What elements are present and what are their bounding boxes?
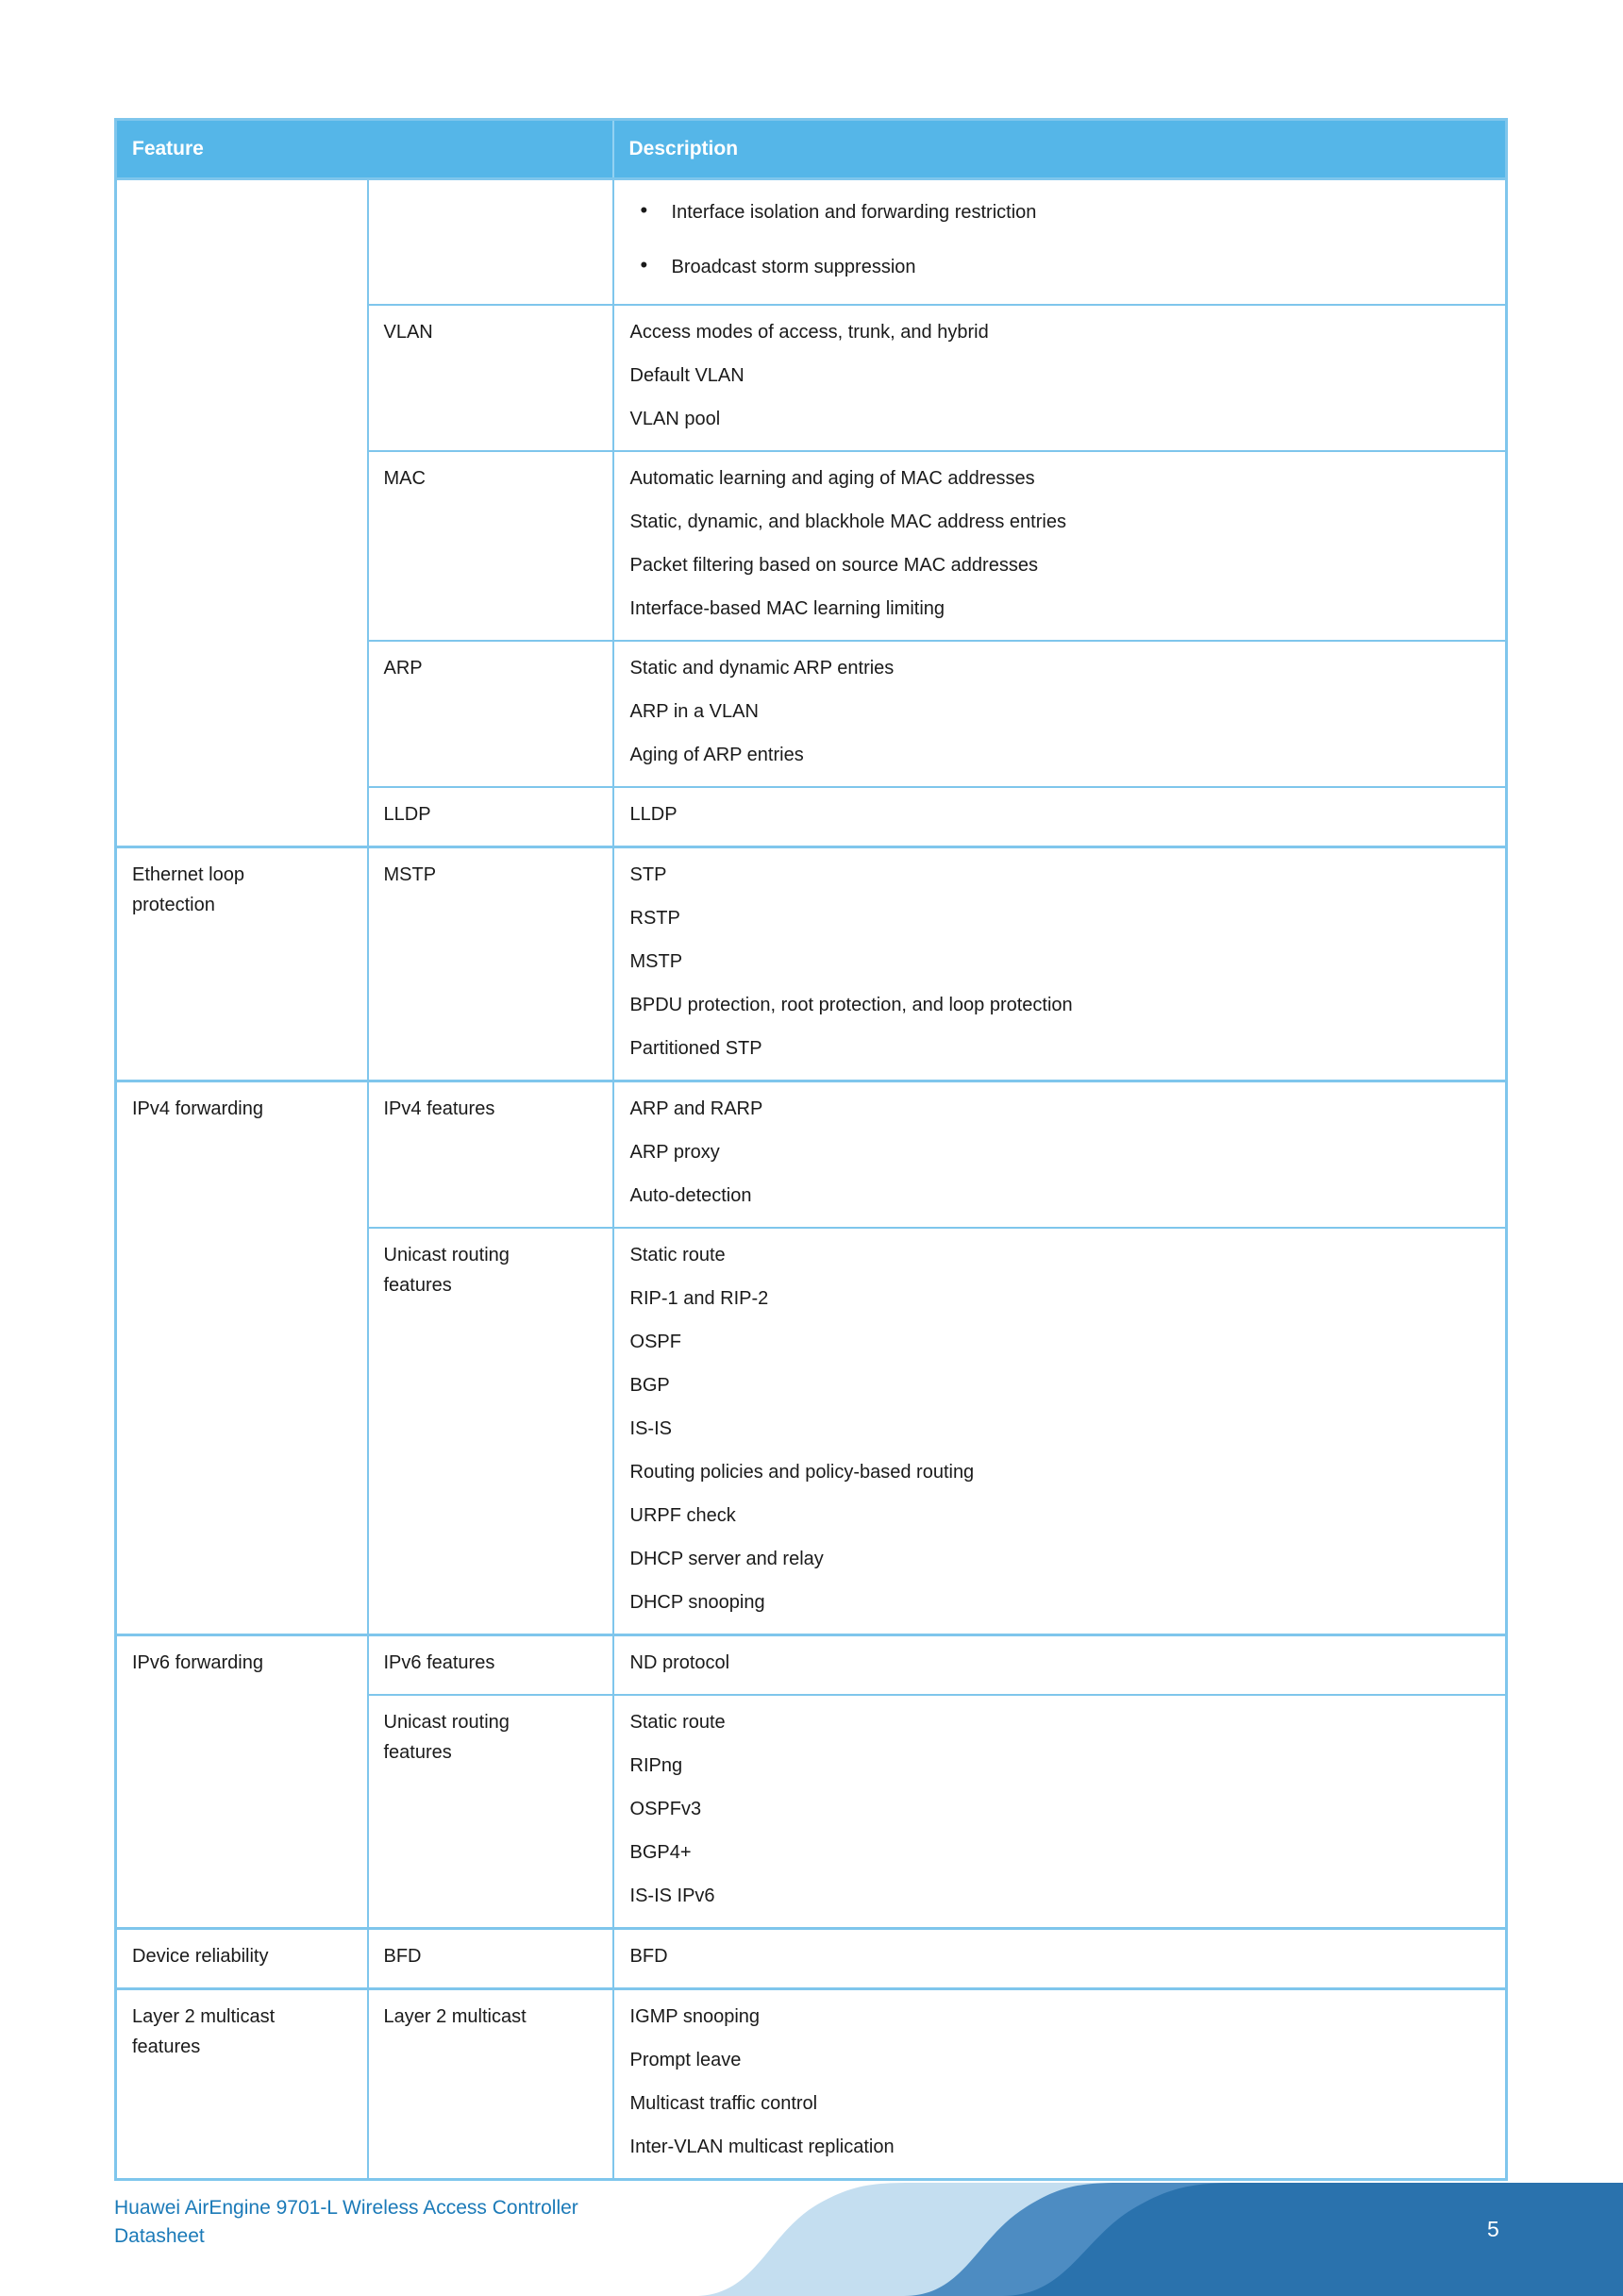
description-cell (613, 1635, 1507, 1696)
footer-doc-title-line1: Huawei AirEngine 9701-L Wireless Access Controller (114, 2197, 578, 2219)
description-line: STP (629, 864, 667, 885)
description-line: BPDU protection, root protection, and loop protection (629, 995, 1073, 1015)
description-line-text: Interface isolation and forwarding restriction (671, 202, 1037, 223)
description-cell (613, 305, 1507, 451)
subfeature-cell: ARP (368, 641, 613, 787)
description-line: IS-IS (629, 1418, 672, 1439)
description-line (630, 185, 1494, 240)
description-line: BGP4+ (629, 1842, 692, 1863)
feature-cell: Device reliability (116, 1929, 368, 1989)
description-line-text: Broadcast storm suppression (671, 257, 916, 277)
bullet-icon: • (640, 198, 648, 222)
description-line: Multicast traffic control (629, 2093, 818, 2114)
bullet-icon: • (640, 253, 648, 277)
feature-table-body (116, 179, 1507, 2180)
subfeature-cell: Layer 2 multicast (368, 1989, 613, 2180)
page-number: 5 (1487, 2217, 1499, 2241)
description-line: Automatic learning and aging of MAC addresses (629, 468, 1035, 489)
description-line: BGP (629, 1375, 670, 1396)
subfeature-cell: IPv4 features (368, 1081, 613, 1229)
footer-doc-title-line2: Datasheet (114, 2225, 205, 2247)
description-line: IS-IS IPv6 (629, 1885, 715, 1906)
description-line: Prompt leave (629, 2050, 742, 2070)
description-cell (613, 179, 1507, 306)
column-header-feature: Feature (116, 120, 613, 179)
description-line: RIPng (629, 1755, 683, 1776)
feature-table (114, 118, 1508, 2181)
description-line: BFD (629, 1946, 668, 1967)
description-line: LLDP (629, 804, 678, 825)
description-line: VLAN pool (629, 409, 721, 429)
description-line: IGMP snooping (629, 2006, 761, 2027)
description-cell (613, 787, 1507, 847)
description-line: URPF check (629, 1505, 736, 1526)
description-line: RSTP (629, 908, 680, 929)
description-line: OSPF (629, 1332, 681, 1352)
description-cell (613, 1929, 1507, 1989)
description-line: ARP proxy (629, 1142, 720, 1163)
table-row (116, 1989, 1507, 2180)
subfeature-cell: MSTP (368, 847, 613, 1081)
feature-cell: Ethernet loop protection (116, 847, 368, 1081)
subfeature-cell: Unicast routing features (368, 1228, 613, 1635)
description-line (630, 240, 1494, 294)
description-line: ARP in a VLAN (629, 701, 759, 722)
description-line: Static route (629, 1245, 726, 1265)
table-row (116, 1081, 1507, 1229)
description-line: DHCP snooping (629, 1592, 765, 1613)
description-line: RIP-1 and RIP-2 (629, 1288, 769, 1309)
table-row (116, 179, 1507, 306)
description-line: MSTP (629, 951, 683, 972)
description-cell (613, 641, 1507, 787)
description-line: Partitioned STP (629, 1038, 762, 1059)
description-cell (613, 451, 1507, 641)
description-line: Static route (629, 1712, 726, 1733)
footer-doc-title (114, 2194, 578, 2251)
description-line: Aging of ARP entries (629, 745, 804, 765)
description-line: Interface-based MAC learning limiting (629, 598, 945, 619)
description-line: ARP and RARP (629, 1098, 763, 1119)
subfeature-cell (368, 179, 613, 306)
feature-cell (116, 179, 368, 847)
description-cell (613, 1989, 1507, 2180)
table-row (116, 1929, 1507, 1989)
feature-cell: IPv4 forwarding (116, 1081, 368, 1635)
description-line: Packet filtering based on source MAC addresses (629, 555, 1038, 576)
table-row (116, 1635, 1507, 1696)
description-line: Default VLAN (629, 365, 745, 386)
table-row (116, 847, 1507, 1081)
description-line: DHCP server and relay (629, 1549, 824, 1569)
description-cell (613, 847, 1507, 1081)
description-line: Static and dynamic ARP entries (629, 658, 895, 679)
feature-cell: Layer 2 multicast features (116, 1989, 368, 2180)
description-line: ND protocol (629, 1652, 730, 1673)
table-header-row (116, 120, 1507, 179)
description-cell (613, 1695, 1507, 1929)
feature-cell: IPv6 forwarding (116, 1635, 368, 1929)
description-line: Access modes of access, trunk, and hybrid (629, 322, 989, 343)
description-cell (613, 1081, 1507, 1229)
description-line: Auto-detection (629, 1185, 752, 1206)
description-line: OSPFv3 (629, 1799, 702, 1819)
description-line: Static, dynamic, and blackhole MAC address entries (629, 511, 1066, 532)
subfeature-cell: MAC (368, 451, 613, 641)
subfeature-cell: BFD (368, 1929, 613, 1989)
description-line: Inter-VLAN multicast replication (629, 2137, 895, 2157)
description-cell (613, 1228, 1507, 1635)
description-line: Routing policies and policy-based routing (629, 1462, 975, 1483)
subfeature-cell: Unicast routing features (368, 1695, 613, 1929)
subfeature-cell: IPv6 features (368, 1635, 613, 1696)
subfeature-cell: LLDP (368, 787, 613, 847)
column-header-description: Description (613, 120, 1507, 179)
subfeature-cell: VLAN (368, 305, 613, 451)
